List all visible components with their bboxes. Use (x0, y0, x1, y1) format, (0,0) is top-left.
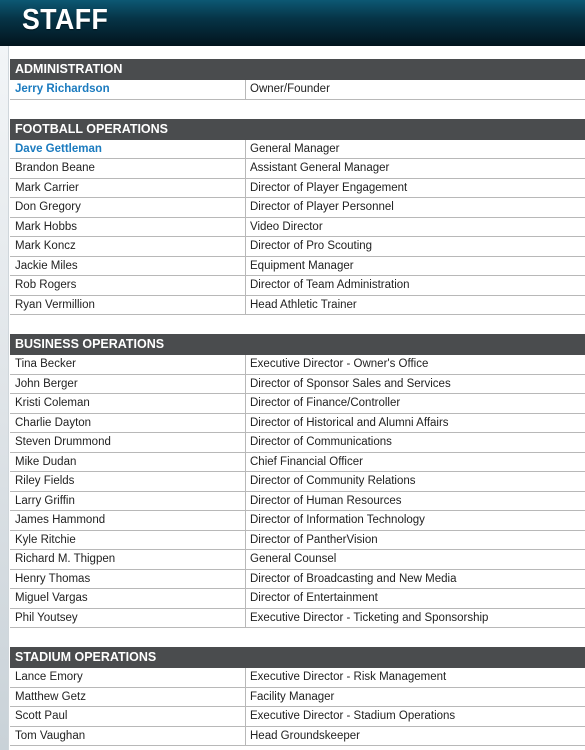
staff-row (10, 394, 585, 414)
staff-row (10, 668, 585, 688)
staff-name: Lance Emory (10, 668, 246, 687)
staff-name-link[interactable]: Dave Gettleman (10, 140, 246, 159)
staff-name: Mark Carrier (10, 179, 246, 198)
staff-title: Director of Player Personnel (250, 201, 394, 213)
staff-row (10, 707, 585, 727)
staff-row (10, 179, 585, 199)
staff-name-link[interactable]: Jerry Richardson (10, 80, 246, 99)
section-spacer (10, 315, 585, 334)
staff-title: General Counsel (250, 553, 337, 565)
staff-name: Kyle Ritchie (10, 531, 246, 550)
staff-title: Director of Entertainment (250, 592, 378, 604)
staff-row (10, 570, 585, 590)
staff-row (10, 511, 585, 531)
staff-row (10, 433, 585, 453)
staff-directory (10, 59, 585, 746)
staff-title: Director of PantherVision (250, 533, 378, 546)
staff-row (10, 531, 585, 551)
staff-name: Matthew Getz (10, 688, 246, 707)
staff-section (10, 334, 585, 628)
staff-name: Don Gregory (10, 198, 246, 217)
staff-title: Director of Finance/Controller (250, 397, 401, 409)
staff-title: Owner/Founder (250, 83, 330, 95)
staff-row (10, 550, 585, 570)
staff-row (10, 414, 585, 434)
staff-title: Executive Director - Owner's Office (250, 358, 429, 370)
staff-name: Steven Drummond (10, 433, 246, 452)
staff-name: Mark Hobbs (10, 218, 246, 237)
section-header: STADIUM OPERATIONS (10, 647, 585, 668)
staff-title: Head Athletic Trainer (250, 298, 357, 311)
staff-title: Director of Historical and Alumni Affairs (250, 416, 449, 429)
staff-name: John Berger (10, 375, 246, 394)
staff-name: Kristi Coleman (10, 394, 246, 413)
staff-row (10, 237, 585, 257)
staff-title: Director of Team Administration (250, 279, 410, 291)
staff-title: Assistant General Manager (250, 162, 390, 174)
staff-name: Mark Koncz (10, 237, 246, 256)
staff-name: Tom Vaughan (10, 727, 246, 746)
staff-row (10, 140, 585, 160)
staff-row (10, 296, 585, 316)
staff-name: Richard M. Thigpen (10, 550, 246, 569)
staff-title: Director of Sponsor Sales and Services (250, 377, 451, 390)
section-header: BUSINESS OPERATIONS (10, 334, 585, 355)
staff-row (10, 453, 585, 473)
section-spacer (10, 100, 585, 119)
staff-name: Mike Dudan (10, 453, 246, 472)
section-header: ADMINISTRATION (10, 59, 585, 80)
staff-title: General Manager (250, 142, 340, 155)
staff-row (10, 609, 585, 629)
staff-name: Henry Thomas (10, 570, 246, 589)
staff-title: Executive Director - Ticketing and Sponsorship (250, 611, 489, 624)
staff-row (10, 276, 585, 296)
staff-name: Phil Youtsey (10, 609, 246, 628)
staff-title: Director of Information Technology (250, 514, 425, 526)
staff-title: Director of Pro Scouting (250, 240, 373, 252)
staff-title: Executive Director - Stadium Operations (250, 710, 456, 722)
section-header: FOOTBALL OPERATIONS (10, 119, 585, 140)
staff-row (10, 218, 585, 238)
staff-title: Director of Human Resources (250, 494, 402, 507)
staff-title: Facility Manager (250, 690, 335, 703)
staff-title: Director of Communications (250, 436, 392, 448)
staff-name: Brandon Beane (10, 159, 246, 178)
staff-title: Chief Financial Officer (250, 455, 363, 468)
staff-row (10, 257, 585, 277)
staff-row (10, 688, 585, 708)
staff-name: Tina Becker (10, 355, 246, 374)
staff-title: Director of Player Engagement (250, 181, 408, 194)
staff-row (10, 355, 585, 375)
staff-row (10, 198, 585, 218)
staff-name: Ryan Vermillion (10, 296, 246, 315)
staff-row (10, 492, 585, 512)
left-edge-decoration (0, 46, 9, 750)
staff-title: Executive Director - Risk Management (250, 671, 447, 683)
staff-row (10, 727, 585, 747)
page-title: STAFF (22, 4, 109, 36)
staff-title: Head Groundskeeper (250, 729, 360, 742)
staff-name: Charlie Dayton (10, 414, 246, 433)
staff-name: James Hammond (10, 511, 246, 530)
staff-title: Director of Community Relations (250, 475, 416, 487)
staff-row (10, 589, 585, 609)
staff-row (10, 375, 585, 395)
section-spacer (10, 628, 585, 647)
staff-row (10, 472, 585, 492)
staff-name: Miguel Vargas (10, 589, 246, 608)
staff-title: Equipment Manager (250, 259, 354, 272)
staff-row (10, 80, 585, 100)
staff-name: Rob Rogers (10, 276, 246, 295)
staff-section (10, 119, 585, 316)
staff-row (10, 159, 585, 179)
staff-title: Director of Broadcasting and New Media (250, 572, 457, 585)
staff-section (10, 59, 585, 100)
staff-name: Jackie Miles (10, 257, 246, 276)
page-banner (0, 0, 585, 46)
staff-name: Scott Paul (10, 707, 246, 726)
staff-title: Video Director (250, 220, 323, 233)
staff-name: Riley Fields (10, 472, 246, 491)
staff-section (10, 647, 585, 746)
staff-name: Larry Griffin (10, 492, 246, 511)
